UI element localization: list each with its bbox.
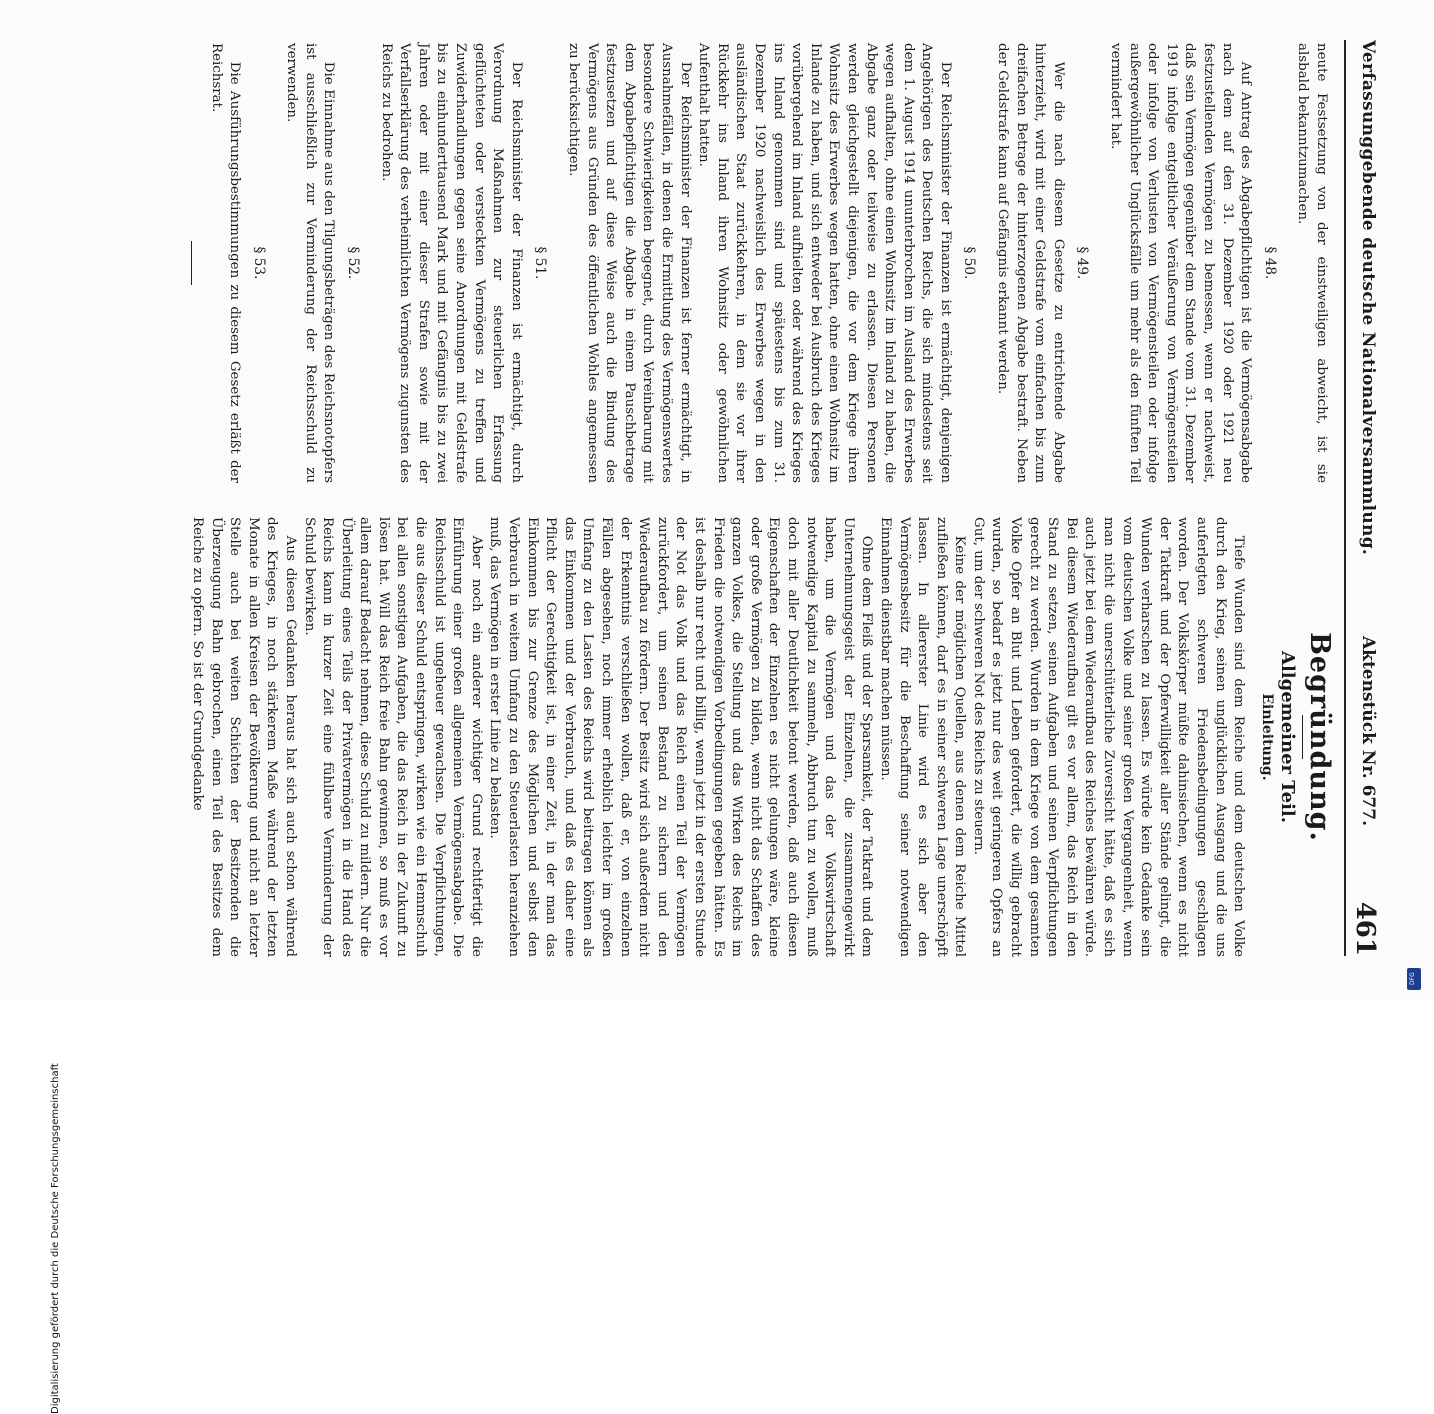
page-number: 461 (1350, 901, 1380, 956)
header-title: Verfassunggebende deutsche Nationalversammlung. (1358, 40, 1378, 556)
paragraph: Aber noch ein anderer wichtiger Grund rechtfertigt die Einführung einer großen allgemeinen Vermögensabgabe. Die Reichsschuld ist ungeheuer gewachsen. Die Verpflichtungen, die aus dieser Schuld entspringen, wirken wie ein Hemmschuh bei allen sonstigen Aufgaben, die das Reich in der Zukunft zu lösen hat. Will das Reich freie Bahn gewinnen, so muß es vor allem darauf Bedacht nehmen, diese Schuld zu mildern. Nur die Überleitung eines Teils der Privatvermögen in die Hand des Reichs kann in kurzer Zeit eine fühlbare Verminderung der Schuld bewirken. (301, 517, 484, 957)
dfg-logo-label: DFG (1409, 972, 1416, 985)
dfg-logo-icon (1407, 968, 1421, 990)
paragraph: Tiefe Wunden sind dem Reiche und dem deutschen Volke durch den Krieg, seinen unglücklichen Ausgang und die uns auferlegten schweren Friedensbedingungen geschlagen worden. Der Volkskörper müßte dahinsiechen, wenn es nicht der Tatkraft und der Opferwilligkeit aller Stände gelingt, die Wunden verharschen zu lassen. Es würde kein Gedanke sein vom deutschen Volke und seiner großen Vergangenheit, wenn man nicht die unerschütterliche Zuversicht hätte, daß es sich auch jetzt bei dem Wiederaufbau des Reiches bewähren würde. Bei diesem Wiederaufbau gilt es vor allem, das Reich in den Stand zu setzen, seinen Aufgaben und seinen Verpflichtungen gerecht zu werden. Wurden in dem Kriege von dem gesamten Volke Opfer an Blut und Leben gefordert, die willig gebracht wurden, so bedarf es jetzt nur des weit geringeren Opfers an Gut, um der schweren Not des Reichs zu steuern. (970, 517, 1247, 957)
closing-rule-divider (191, 241, 192, 285)
document-title: Begründung. (1304, 632, 1335, 842)
section-heading-48: § 48. (1261, 246, 1278, 280)
section-51-text: Der Reichsminister der Finanzen ist ermächtigt, durch Verordnung Maßnahmen zur steuerlichen Erfassung geflüchteten oder versteckten Vermögens zu treffen und Zuwiderhandlungen gegen seine Anordnungen mit Geldstrafe bis zu einhunderttausend Mark und mit Gefängnis bis zu zwei Jahren oder mit einer dieser Strafen sowie mit der Verfallserklärung des verheimlichten Vermögens zugunsten des Reichs zu bedrohen. (378, 43, 524, 483)
section-48-text: Auf Antrag des Abgabepflichtigen ist die Vermögensabgabe nach dem auf den 31. Dezember 1920 oder 1921 neu festzustellenden Vermögen zu bemessen, wenn er nachweist, daß sein Vermögen gegenüber dem Stande vom 31. Dezember 1919 infolge entgeltlicher Veräußerung von Vermögensteilen oder infolge von Verlusten von Vermögensteilen oder infolge außergewöhnlicher Unglücksfälle um mehr als den fünften Teil vermindert hat. (1108, 43, 1254, 483)
paragraph: Ohne dem Fleiß und der Sparsamkeit, der Tatkraft und dem Unternehmungsgeist der Einzelnen, die zusammengewirkt haben, um die Vermögen und das der Volkswirtschaft notwendige Kapital zu sammeln, Abbruch tun zu wollen, muß doch mit aller Deutlichkeit betont werden, daß auch diesen Eigenschaften der Einzelnen es nicht gelungen wäre, kleine oder große Vermögen zu bilden, wenn nicht das Schaffen des ganzen Volkes, die Stellung und das Wirken des Reichs im Frieden die notwendigen Vorbedingungen gegeben hätten. Es ist deshalb nur recht und billig, wenn jetzt in der ersten Stunde der Not das Volk und das Reich einen Teil der Vermögen zurückfordert, um seinen Bestand zu sichern und den Wiederaufbau zu fördern. Der Besitz wird sich außerdem nicht der Erkenntnis verschließen wollen, daß er, von einzelnen Fällen abgesehen, noch immer erheblich leichter im großen Umfang zu den Lasten des Reichs wird beitragen können als das Einkommen und der Verbrauch, und daß es daher eine Pflicht der Gerechtigkeit ist, in einer Zeit, in der man das Einkommen bis zur Grenze des Möglichen und selbst den Verbrauch in weitem Umfang zu den Steuerlasten heranziehen muß, das Vermögen in erster Linie zu belasten. (487, 517, 875, 957)
right-text-column (96, 517, 1335, 957)
paragraph: Keine der möglichen Quellen, aus denen dem Reiche Mittel zufließen können, darf es in seiner schweren Lage unerschöpft lassen. In allererster Linie wird es sich aber den Vermögensbesitz für die Beschaffung seiner notwendigen Einnahmen dienstbar machen müssen. (877, 517, 968, 957)
paragraph: Aus diesen Gedanken heraus hat sich auch schon während des Krieges, in noch stärkerem Maße während der letzten Monate in allen Kreisen der Bevölkerung und nicht an letzter Stelle auch bei weiten Schichten der Besitzenden die Überzeugung Bahn gebrochen, einen Teil des Besitzes dem Reiche zu opfern. So ist der Grundgedanke (189, 517, 298, 957)
header-document-reference: Aktenstück Nr. 677. (1358, 635, 1378, 826)
section-53-text: Die Ausführungsbestimmungen zu diesem Gesetz erläßt der Reichsrat. (208, 43, 243, 483)
page-header (1344, 40, 1386, 956)
left-text-column (96, 43, 1330, 483)
section-heading-49: § 49. (1074, 246, 1091, 280)
section-49-text: Wer die nach diesem Gesetze zu entrichtende Abgabe hinterzieht, wird mit einer Geldstrafe vom einfachen bis zum dreifachen Betrage der hinterzogenen Abgabe bestraft. Neben der Geldstrafe kann auf Gefängnis erkannt werden. (995, 43, 1066, 483)
section-50-text-1: Der Reichsminister der Finanzen ist ermächtigt, denjenigen Angehörigen des Deutschen Reichs, die sich mindestens seit dem 1. August 1914 ununterbrochen im Ausland des Erwerbes wegen aufhalten, ohne einen Wohnsitz im Inland zu haben, die Abgabe ganz oder teilweise zu erlassen. Diesen Personen werden gleichgestellt diejenigen, die vor dem Kriege ihren Wohnsitz des Erwerbes wegen hatten, ohne einen Wohnsitz im Inlande zu haben, und sich entweder bei Ausbruch des Krieges vorübergehend im Inland aufhielten oder während des Krieges ins Inland genommen sind und spätestens bis zum 31. Dezember 1920 nachweislich des Erwerbes wegen in den ausländischen Staat zurückkehren, in dem sie vor ihrer Rückkehr ins Inland ihren Wohnsitz oder gewöhnlichen Aufenthalt hatten. (696, 43, 953, 483)
section-subtitle: Allgemeiner Teil. (1277, 650, 1299, 824)
paragraph-continuation: neute Festsetzung von der einstweiligen abweicht, ist sie alsbald bekanntzumachen. (1295, 43, 1329, 483)
digitization-credit: Digitalisierung gefördert durch die Deutsche Forschungsgemeinschaft (50, 1063, 61, 1414)
section-heading-50: § 50. (961, 246, 978, 280)
section-50-text-2: Der Reichsminister der Finanzen ist ferner ermächtigt, in Ausnahmefällen, in denen die Ermittlung des Vermögenswertes besondere Schwierigkeiten begegnet, durch Vereinbarung mit dem Abgabepflichtigen die Abgabe in einem Pauschbetrage festzusetzen und auf diese Weise auch die Bindung des Vermögens aus Gründen des öffentlichen Wohles angemessen zu berücksichtigen. (566, 43, 693, 483)
section-52-text: Die Einnahme aus den Tilgungsbeträgen des Reichsnotopfers ist ausschließlich zur Verminderung der Reichsschuld zu verwenden. (284, 43, 337, 483)
introduction-heading: Einleitung. (1258, 693, 1275, 781)
section-heading-52: § 52. (345, 246, 362, 280)
section-heading-51: § 51. (532, 246, 549, 280)
section-heading-53: § 53. (250, 246, 267, 280)
